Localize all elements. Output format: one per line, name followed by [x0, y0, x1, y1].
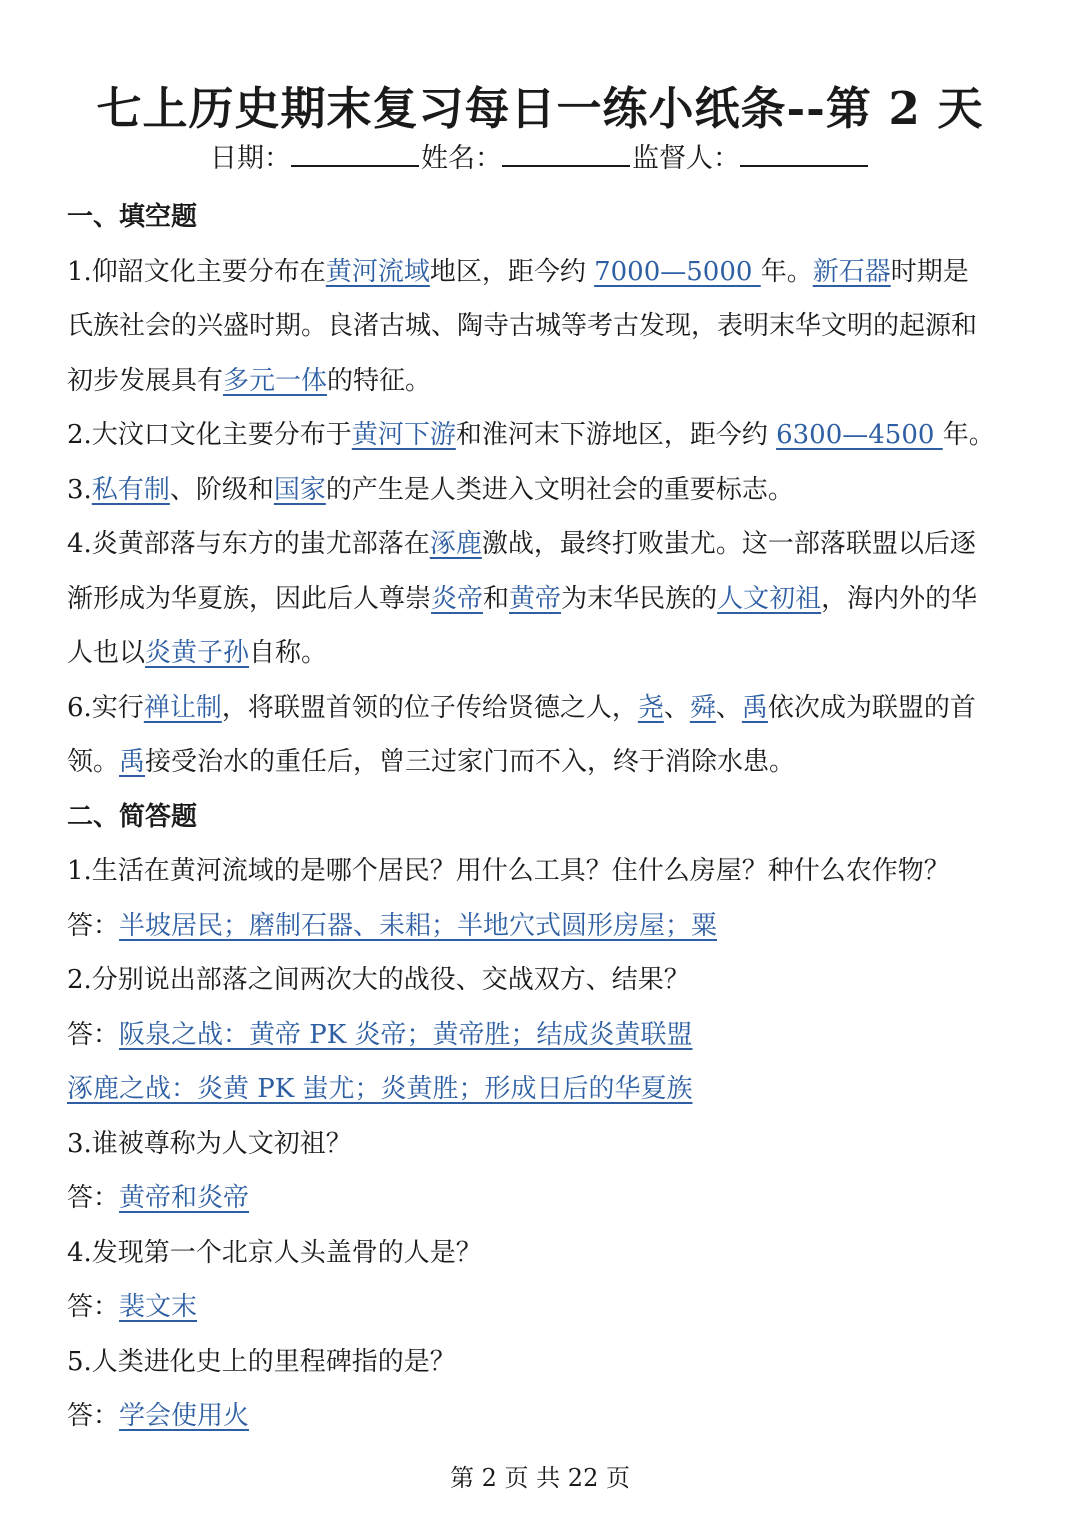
answer: 尧 [637, 692, 664, 723]
supervisor-label: 监督人： [632, 143, 740, 174]
text: 激战，最终打败蚩尤。这一部落联盟以后逐 [481, 529, 976, 559]
answer: 7000—5000 [594, 256, 761, 287]
answer: 私有制 [91, 474, 170, 505]
answer: 涿鹿 [429, 529, 482, 559]
text: 1.仰韶文化主要分布在 [67, 256, 326, 287]
header-fields [0, 136, 1080, 175]
text: 领。 [67, 747, 120, 777]
short-q5-question: 5.人类进化史上的里程碑指的是？ [67, 1346, 456, 1377]
text: 的产生是人类进入文明社会的重要标志。 [325, 474, 794, 505]
short-q3-answer [67, 1171, 1027, 1226]
short-q2-answer-line2 [67, 1062, 1027, 1117]
page-footer: 第 2 页 共 22 页 [450, 1464, 630, 1492]
text: 依次成为联盟的首 [767, 692, 976, 723]
fill-q1-line1 [67, 245, 1027, 300]
name-label: 姓名： [421, 143, 502, 174]
answer: 新石器 [812, 256, 891, 287]
text: 地区，距今约 [429, 256, 595, 287]
date-blank [291, 139, 419, 167]
text: 年。 [760, 256, 813, 287]
text: 、 [663, 692, 690, 723]
text: 人也以 [67, 638, 146, 668]
short-q3-question: 3.谁被尊称为人文初祖？ [67, 1128, 352, 1159]
text: 年。 [942, 420, 995, 450]
text: 和 [483, 583, 510, 614]
text: 2.大汶口文化主要分布于 [67, 420, 352, 450]
date-label: 日期： [210, 143, 291, 174]
answer: 学会使用火 [119, 1401, 250, 1431]
answer: 黄帝 [509, 583, 562, 614]
answer: 人文初祖 [717, 583, 822, 614]
text: 时期是 [890, 256, 969, 287]
answer: 炎帝 [431, 583, 484, 614]
text: 3. [67, 474, 92, 505]
short-q2-question: 2.分别说出部落之间两次大的战役、交战双方、结果？ [67, 965, 690, 995]
supervisor-blank [740, 139, 868, 167]
text: 渐形成为华夏族，因此后人尊崇 [67, 583, 432, 614]
fill-q4-line2 [67, 572, 1027, 627]
text: 接受治水的重任后，曾三过家门而不入，终于消除水患。 [145, 747, 796, 777]
answer: 禅让制 [143, 692, 222, 723]
text: 、 [715, 692, 742, 723]
answer: 黄河下游 [351, 420, 456, 450]
short-q1-question: 1.生活在黄河流域的是哪个居民？用什么工具？住什么房屋？种什么农作物？ [67, 856, 950, 886]
text: 为末华民族的 [561, 583, 718, 614]
text: ，海内外的华 [821, 583, 978, 614]
answer-label: 答： [67, 1292, 120, 1322]
fill-q2-line1 [67, 408, 1027, 463]
text: 4.炎黄部落与东方的蚩尤部落在 [67, 529, 430, 559]
answer: 涿鹿之战：炎黄 PK 蚩尤；炎黄胜；形成日后的华夏族 [67, 1074, 693, 1104]
answer: 6300—4500 [776, 420, 943, 450]
text: ，将联盟首领的位子传给贤德之人， [221, 692, 638, 723]
answer: 多元一体 [223, 365, 328, 396]
worksheet-content [67, 190, 1027, 1444]
short-q1-answer [67, 899, 1027, 954]
text: 初步发展具有 [67, 365, 224, 396]
answer: 黄帝和炎帝 [119, 1183, 250, 1213]
short-q4-question: 4.发现第一个北京人头盖骨的人是？ [67, 1237, 482, 1268]
answer: 禹 [119, 747, 146, 777]
answer-label: 答： [67, 1401, 120, 1431]
fill-q4-line1 [67, 517, 1027, 572]
fill-q1-line3 [67, 354, 1027, 409]
name-blank [502, 139, 630, 167]
section-heading-fill: 一、填空题 [67, 202, 198, 232]
short-q4-answer [67, 1280, 1027, 1335]
text: 的特征。 [327, 365, 432, 396]
section-heading-short-answer: 二、简答题 [67, 801, 198, 832]
text: 6.实行 [67, 692, 144, 723]
answer: 裴文末 [119, 1292, 198, 1322]
answer: 阪泉之战：黄帝 PK 炎帝；黄帝胜；结成炎黄联盟 [119, 1019, 693, 1050]
text: 、阶级和 [169, 474, 274, 505]
answer: 黄河流域 [325, 256, 430, 287]
text: 自称。 [249, 638, 328, 668]
fill-q1-line2: 氏族社会的兴盛时期。良渚古城、陶寺古城等考古发现，表明末华文明的起源和 [67, 311, 978, 341]
fill-q4-line3 [67, 626, 1027, 681]
answer-label: 答： [67, 1183, 120, 1213]
answer: 禹 [741, 692, 768, 723]
short-q5-answer [67, 1389, 1027, 1444]
answer: 半坡居民；磨制石器、耒耜；半地穴式圆形房屋；粟 [119, 910, 718, 941]
fill-q3-line1 [67, 463, 1027, 518]
answer: 国家 [273, 474, 326, 505]
answer-label: 答： [67, 910, 120, 941]
answer: 炎黄子孙 [145, 638, 250, 668]
text: 和淮河末下游地区，距今约 [455, 420, 777, 450]
short-q2-answer [67, 1008, 1027, 1063]
fill-q6-line1 [67, 681, 1027, 736]
answer: 舜 [689, 692, 716, 723]
page-title: 七上历史期末复习每日一练小纸条--第 2 天 [96, 82, 984, 135]
fill-q6-line2 [67, 735, 1027, 790]
answer-label: 答： [67, 1019, 120, 1050]
